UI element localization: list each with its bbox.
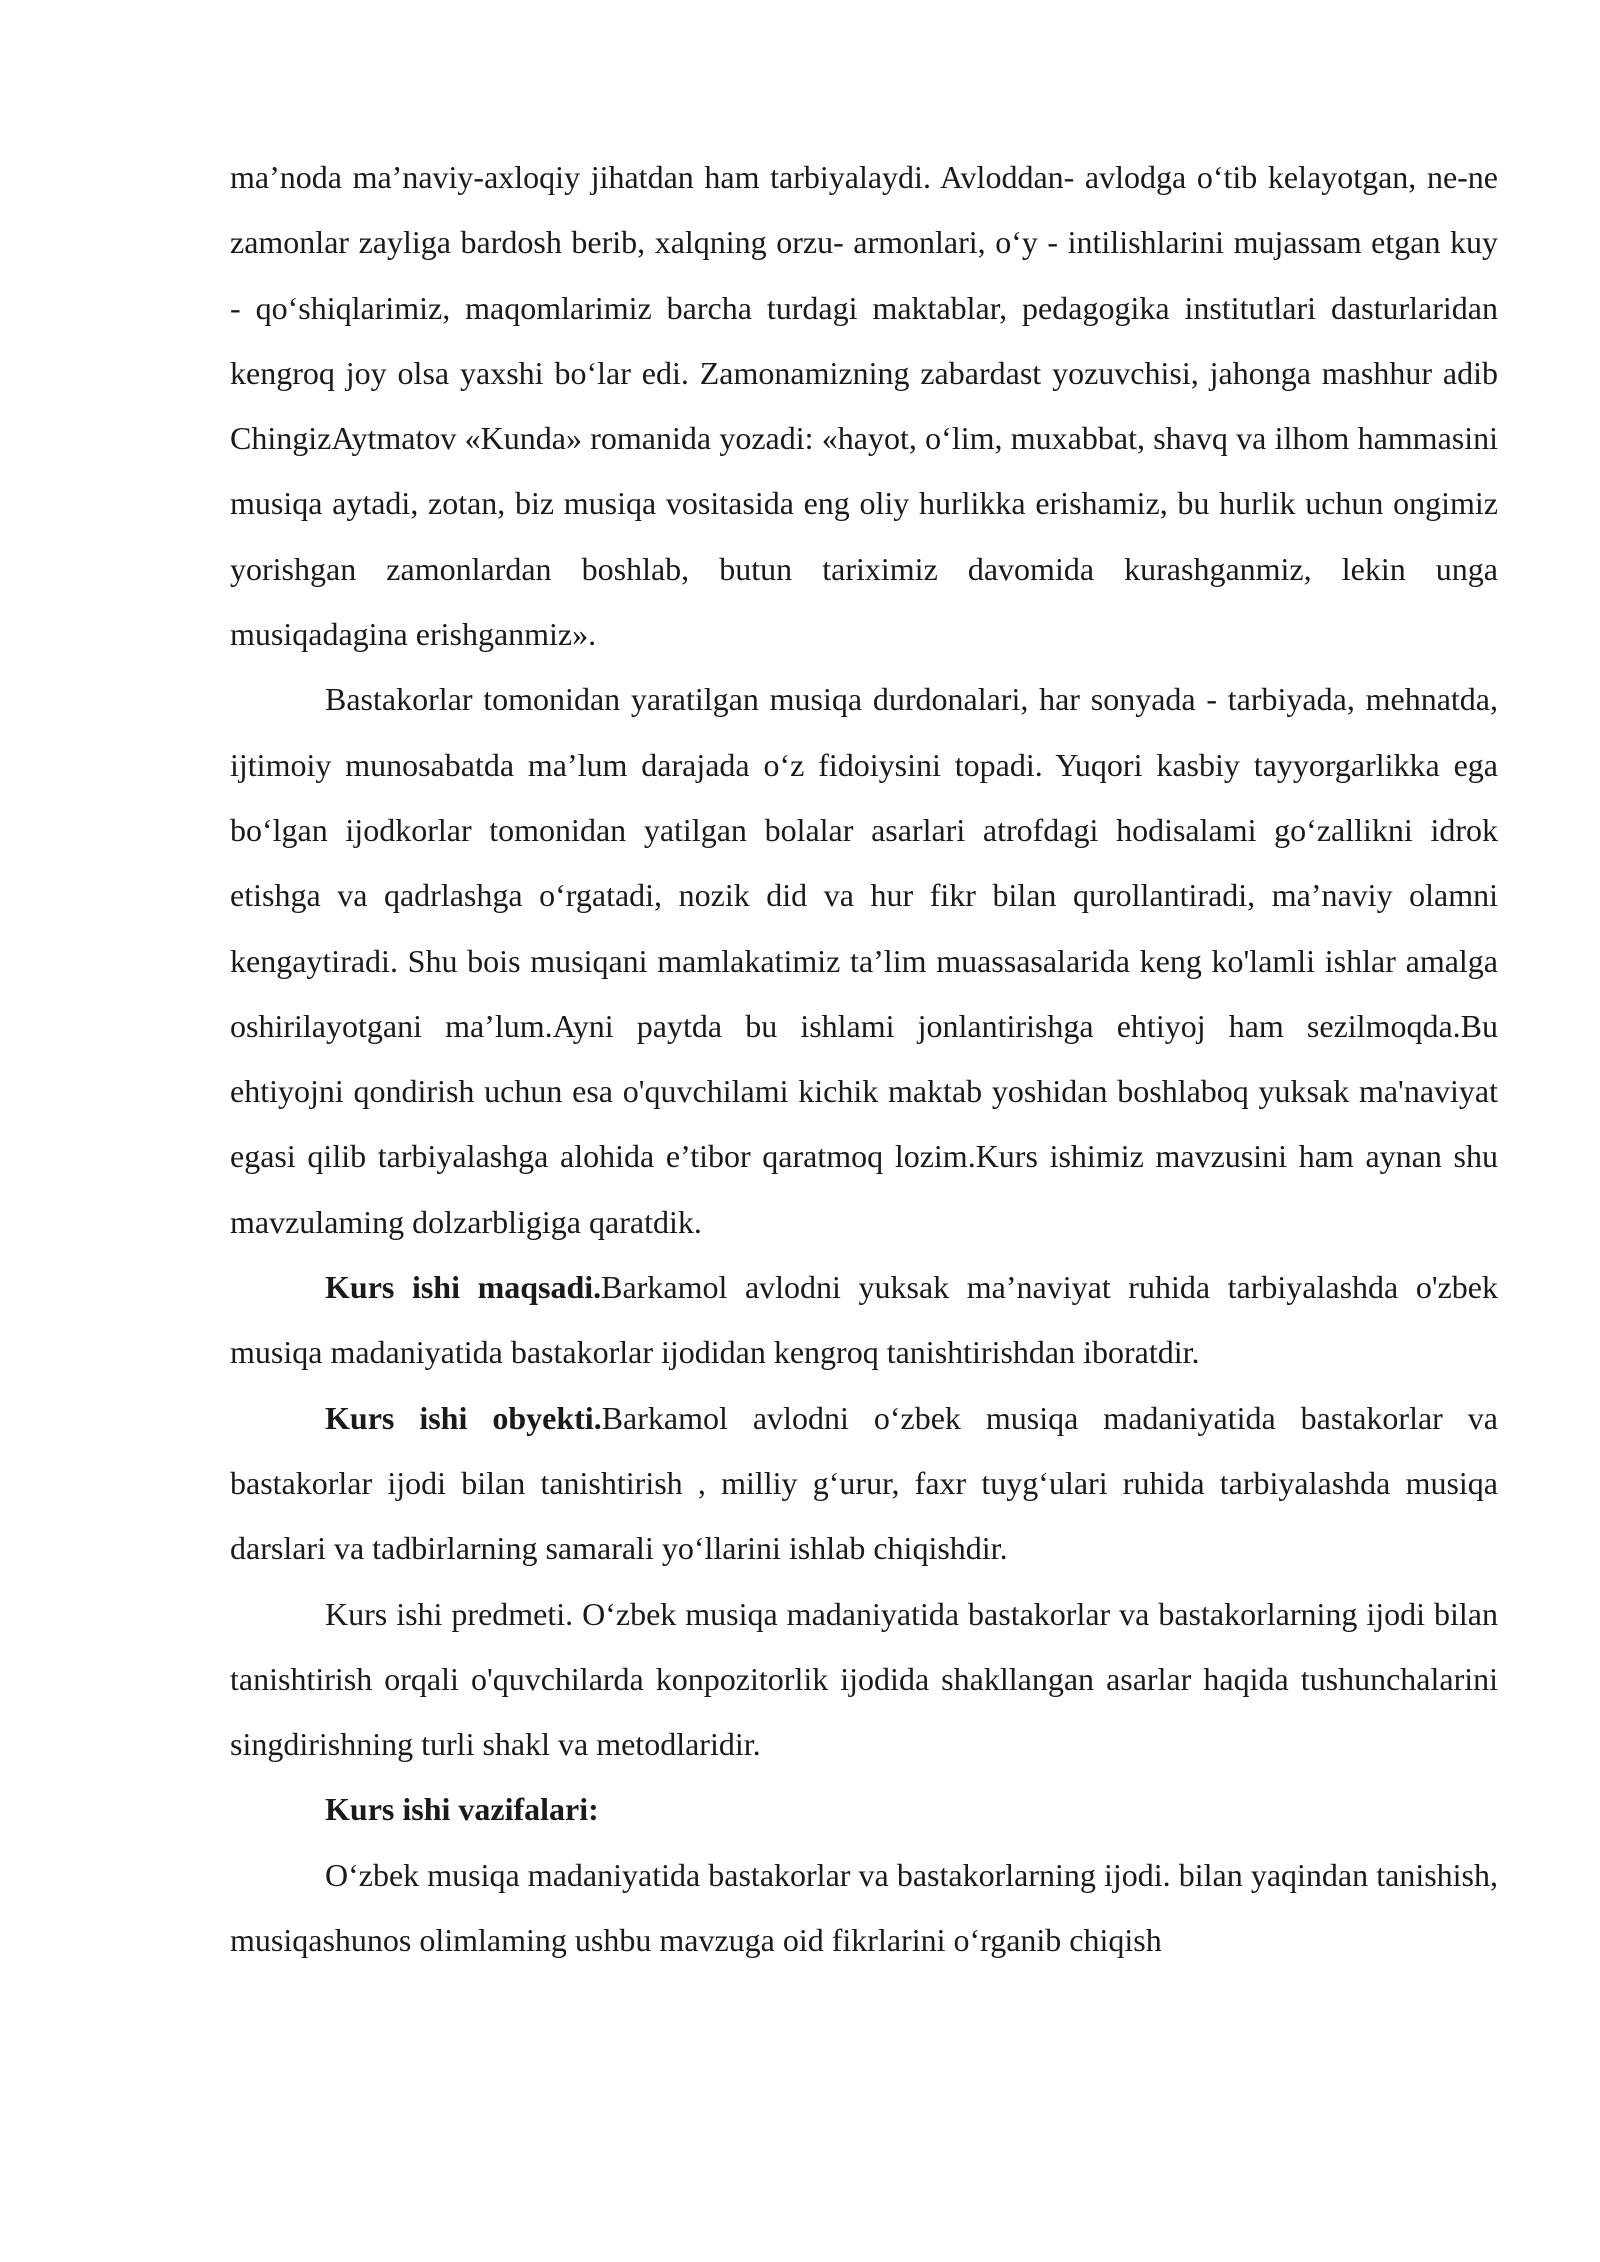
paragraph-text: ma’noda ma’naviy-axloqiy jihatdan ham tarbiyalaydi. Avloddan- avlodga o‘tib kelayotgan, ne-ne zamonlar zayliga bardosh berib, xalqning orzu- armonlari, o‘y - intilishlarini mujassam etgan kuy - qo‘shiqlarimiz, maqomlarimiz barcha turdagi maktablar, pedagogika institutlari dasturlaridan kengroq joy olsa yaxshi bo‘lar edi. Zamonamizning zabardast yozuvchisi, jahonga mashhur adib ChingizAytmatov «Kunda» romanida yozadi: «hayot, o‘lim, muxabbat, shavq va ilhom hammasini musiqa aytadi, zotan, biz musiqa vositasida eng oliy hurlikka erishamiz, bu hurlik uchun ongimiz yorishgan zamonlardan boshlab, butun tariximiz davomida kurashganmiz, lekin unga musiqadagina erishganmiz».	[230, 159, 1498, 653]
paragraph-kurs-maqsadi	[230, 1255, 1498, 1386]
heading-kurs-vazifalari	[230, 1777, 1498, 1842]
paragraph-kurs-obyekti	[230, 1386, 1498, 1582]
paragraph-lead-heading: Kurs ishi vazifalari:	[325, 1791, 599, 1828]
paragraph-text: Bastakorlar tomonidan yaratilgan musiqa durdonalari, har sonyada - tarbiyada, mehnatda, ijtimoiy munosabatda ma’lum darajada o‘z fidoiysini topadi. Yuqori kasbiy tayyorgarlikka ega bo‘lgan ijodkorlar tomonidan yatilgan bolalar asarlari atrofdagi hodisalami go‘zallikni idrok etishga va qadrlashga o‘rgatadi, nozik did va hur fikr bilan qurollantiradi, ma’naviy olamni kengaytiradi. Shu bois musiqani mamlakatimiz ta’lim muassasalarida keng ko'lamli ishlar amalga oshirilayotgani ma’lum.Ayni paytda bu ishlami jonlantirishga ehtiyoj ham sezilmoqda.Bu ehtiyojni qondirish uchun esa o'quvchilami kichik maktab yoshidan boshlaboq yuksak ma'naviyat egasi qilib tarbiyalashga alohida e’tibor qaratmoq lozim.Kurs ishimiz mavzusini ham aynan shu mavzulaming dolzarbligiga qaratdik.	[230, 681, 1498, 1240]
paragraph-bastakorlar	[230, 667, 1498, 1255]
paragraph-vazifa-1	[230, 1843, 1498, 1974]
paragraph-lead-heading: Kurs ishi maqsadi.	[325, 1269, 602, 1306]
document-page	[230, 145, 1498, 1973]
paragraph-text: Barkamol avlodni o‘zbek musiqa madaniyatida bastakorlar va bastakorlar ijodi bilan tanishtirish , milliy g‘urur, faxr tuyg‘ulari ruhida tarbiyalashda musiqa darslari va tadbirlarning samarali yo‘llarini ishlab chiqishdir.	[230, 1399, 1498, 1567]
paragraph-lead-heading: Kurs ishi obyekti.	[325, 1399, 602, 1436]
paragraph-kurs-predmeti	[230, 1582, 1498, 1778]
paragraph-text: Kurs ishi predmeti. O‘zbek musiqa madaniyatida bastakorlar va bastakorlarning ijodi bilan tanishtirish orqali o'quvchilarda konpozitorlik ijodida shakllangan asarlar haqida tushunchalarini singdirishning turli shakl va metodlaridir.	[230, 1595, 1498, 1763]
paragraph-text: O‘zbek musiqa madaniyatida bastakorlar va bastakorlarning ijodi. bilan yaqindan tanishish, musiqashunos olimlaming ushbu mavzuga oid fikrlarini o‘rganib chiqish	[230, 1856, 1498, 1959]
paragraph-text: Barkamol avlodni yuksak ma’naviyat ruhida tarbiyalashda o'zbek musiqa madaniyatida bastakorlar ijodidan kengroq tanishtirishdan iboratdir.	[230, 1269, 1498, 1371]
paragraph-intro-continuation	[230, 145, 1498, 667]
